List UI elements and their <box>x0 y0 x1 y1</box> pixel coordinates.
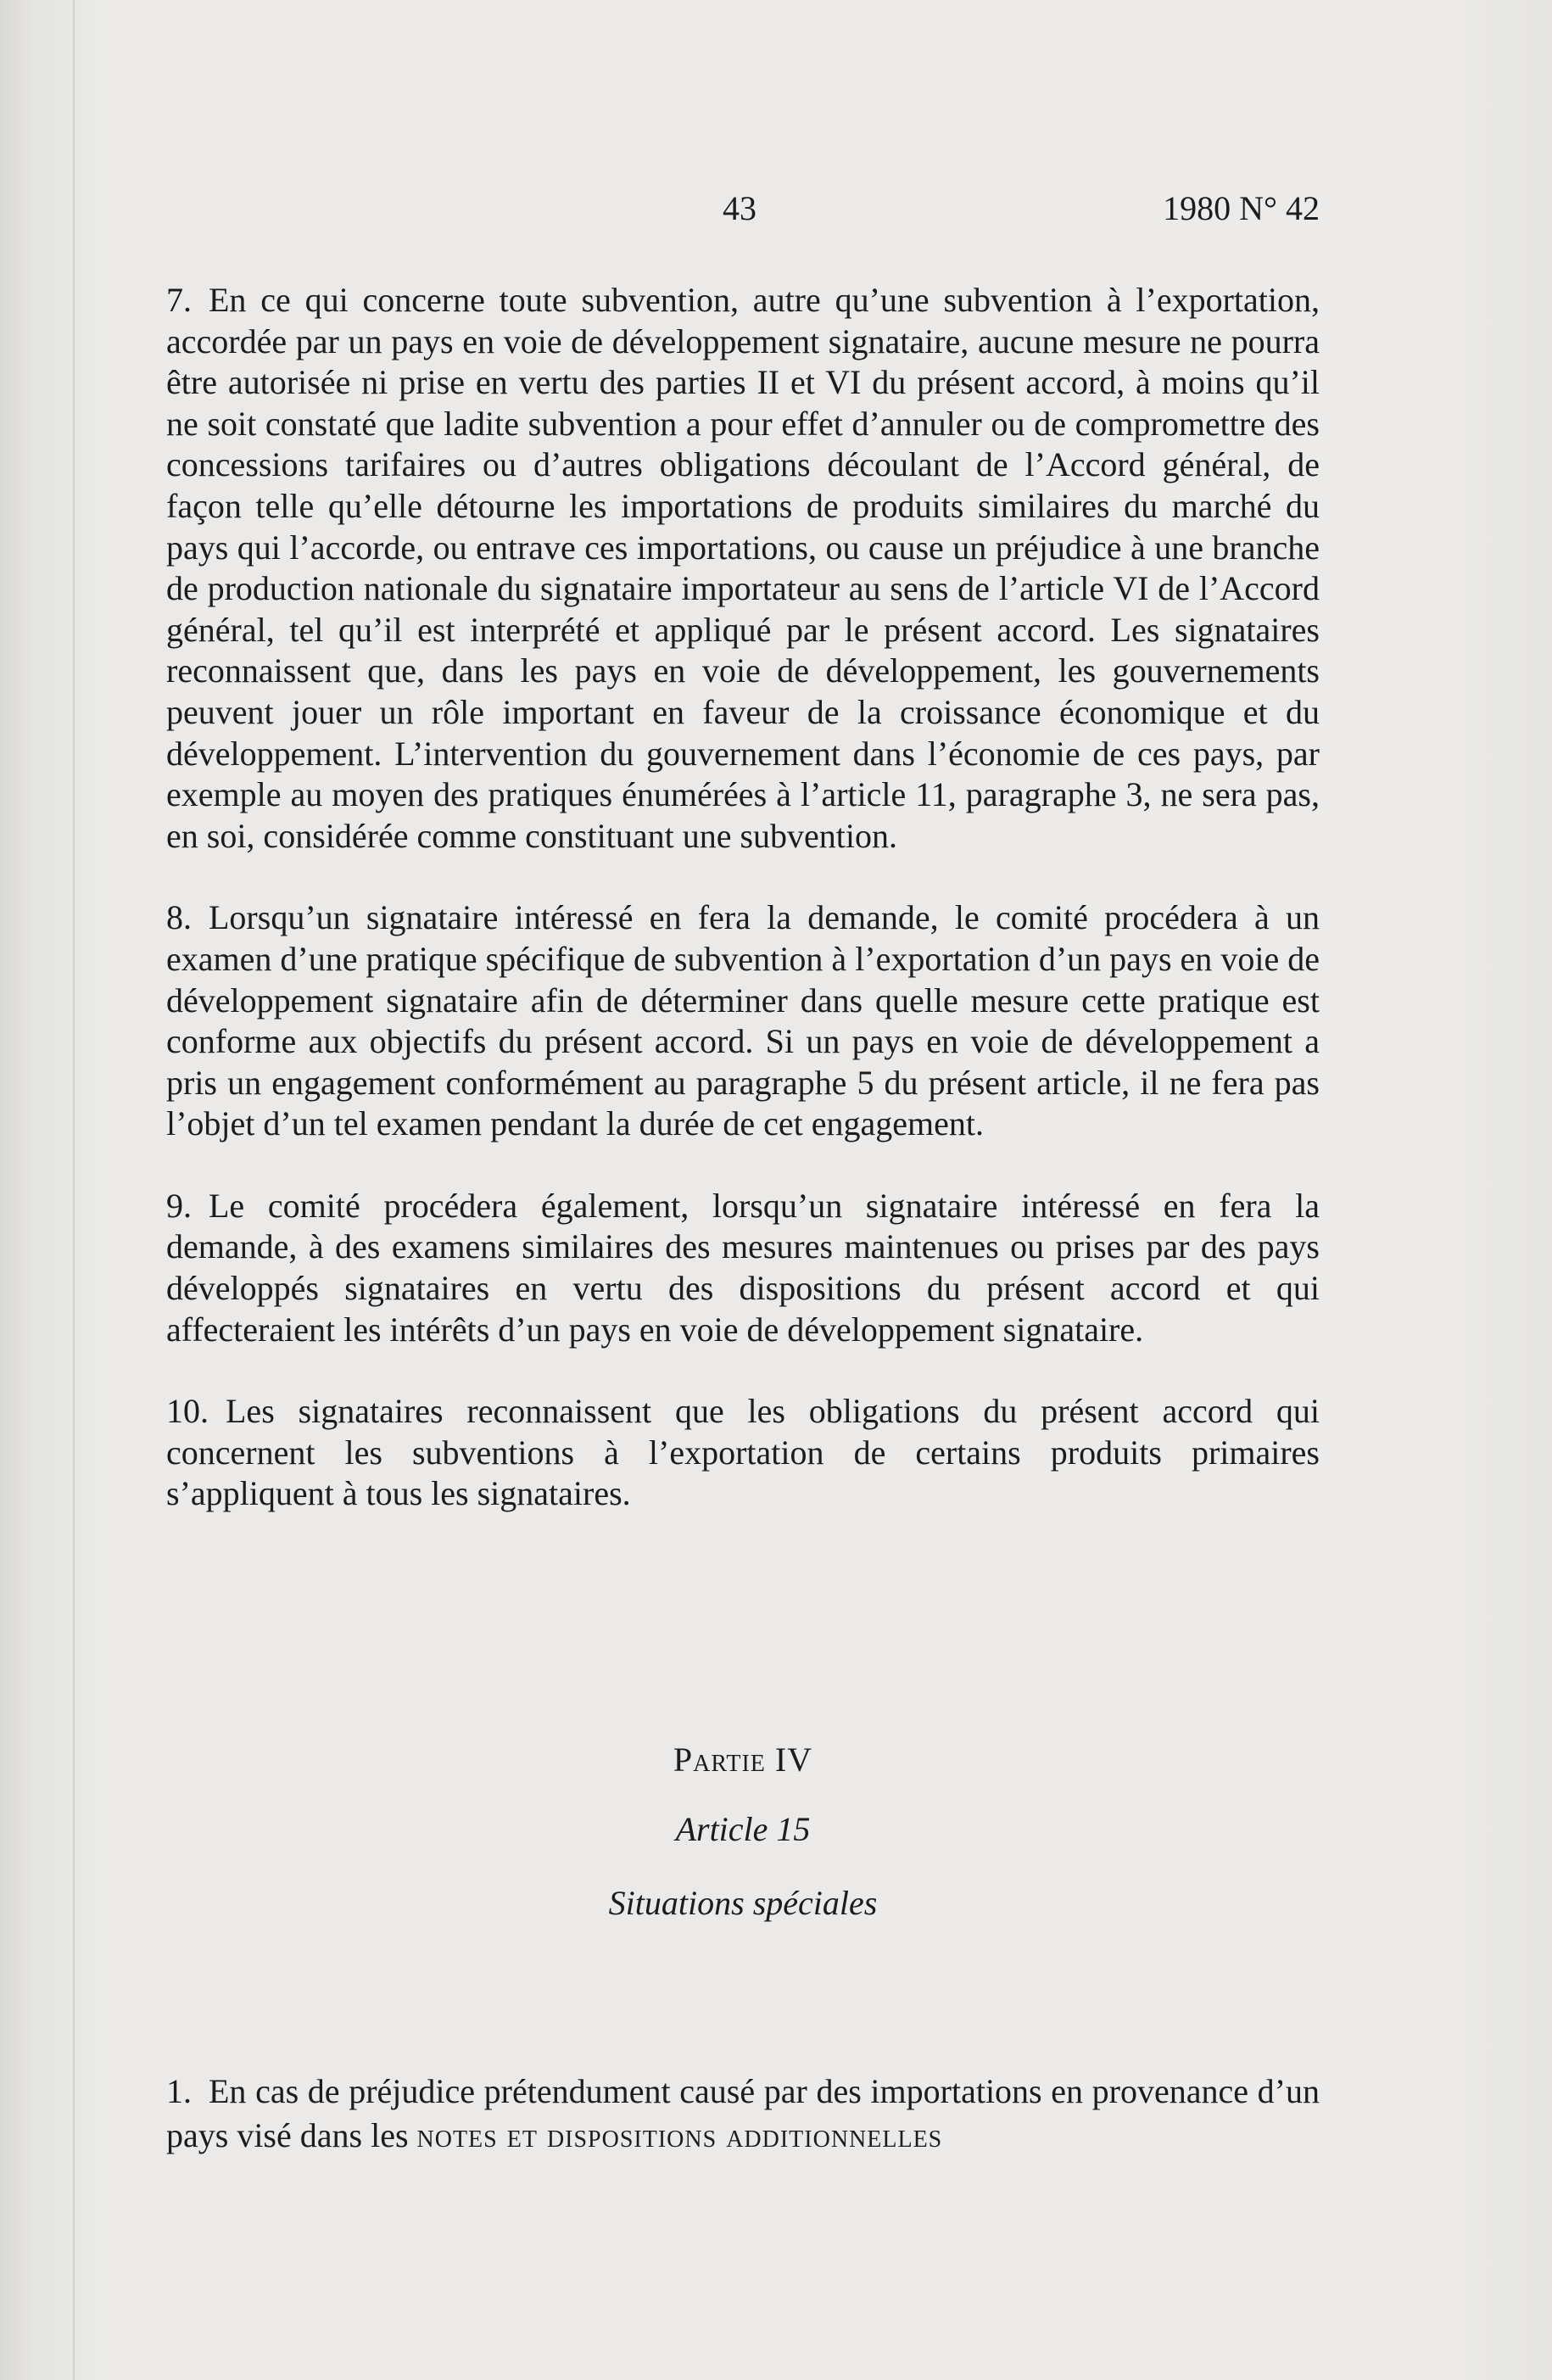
part-heading: Partie IV <box>673 1740 813 1779</box>
paragraph-text: En ce qui concerne toute subvention, autre qu’une subvention à l’exportation, accordée par un pays en voie de développement signataire, aucune mesure ne pourra être autorisée ni prise en vertu des parties II et VI du présent accord, à moins qu’il ne soit constaté que ladite subvention a pour effet d’annuler ou de compromettre des concessions tarifaires ou d’autres obligations découlant de l’Accord général, de façon telle qu’elle détourne les importations de produits similaires du marché du pays qui l’accorde, ou entrave ces importations, ou cause un préjudice à une branche de production nationale du signataire importateur au sens de l’article VI de l’Accord général, tel qu’il est interprété et appliqué par le présent accord. Les signataires reconnaissent que, dans les pays en voie de développement, les gouvernements peuvent jouer un rôle important en faveur de la croissance économique et du développement. L’intervention du gouvernement dans l’économie de ces pays, par exemple au moyen des pratiques énumérées à l’article 11, paragraphe 3, ne sera pas, en soi, considérée comme constituant une subvention. <box>166 281 1320 855</box>
section-heading: Situations spéciales <box>608 1884 878 1922</box>
page-number: 43 <box>723 189 756 227</box>
article-heading: Article 15 <box>675 1810 811 1848</box>
paragraph-number: 9. <box>166 1186 192 1225</box>
article-body <box>166 280 1320 1515</box>
paragraph-text: Lorsqu’un signataire intéressé en fera la demande, le comité procédera à un examen d’une pratique spécifique de subvention à l’exportation d’un pays en voie de développement signataire afin de déterminer dans quelle mesure cette pratique est conforme aux objectifs du présent accord. Si un pays en voie de développement a pris un engagement conformément au paragraphe 5 du présent article, il ne fera pas l’objet d’un tel examen pendant la durée de cet engagement. <box>166 898 1320 1143</box>
paragraph-text: Le comité procédera également, lorsqu’un signataire intéressé en fera la demande, à des examens similaires des mesures maintenues ou prises par des pays développés signataires en vertu des dispositions du présent accord et qui affecteraient les intérêts d’un pays en voie de développement signataire. <box>166 1186 1320 1349</box>
binding-gutter <box>73 0 75 2380</box>
paragraph-number: 10. <box>166 1392 209 1431</box>
paragraph-7 <box>166 280 1320 857</box>
paragraph-number: 7. <box>166 281 192 319</box>
paragraph-text: Les signataires reconnaissent que les obligations du présent accord qui concernent les subventions à l’exportation de certains produits primaires s’appliquent à tous les signataires. <box>166 1392 1320 1513</box>
paragraph-10 <box>166 1391 1320 1515</box>
paragraph-9 <box>166 1186 1320 1350</box>
paragraph-number: 1. <box>166 2072 192 2110</box>
document-reference: 1980 N° 42 <box>1163 189 1320 227</box>
paragraph-1 <box>166 2070 1320 2158</box>
paragraph-8 <box>166 897 1320 1145</box>
paragraph-text: En cas de préjudice prétendument causé par des importations en provenance d’un pays visé dans les <box>166 2072 1320 2154</box>
smallcaps-reference: notes et dispositions additionnelles <box>416 2116 943 2154</box>
article-15-body <box>166 2070 1320 2158</box>
page-header <box>166 188 1320 239</box>
paragraph-number: 8. <box>166 898 192 937</box>
